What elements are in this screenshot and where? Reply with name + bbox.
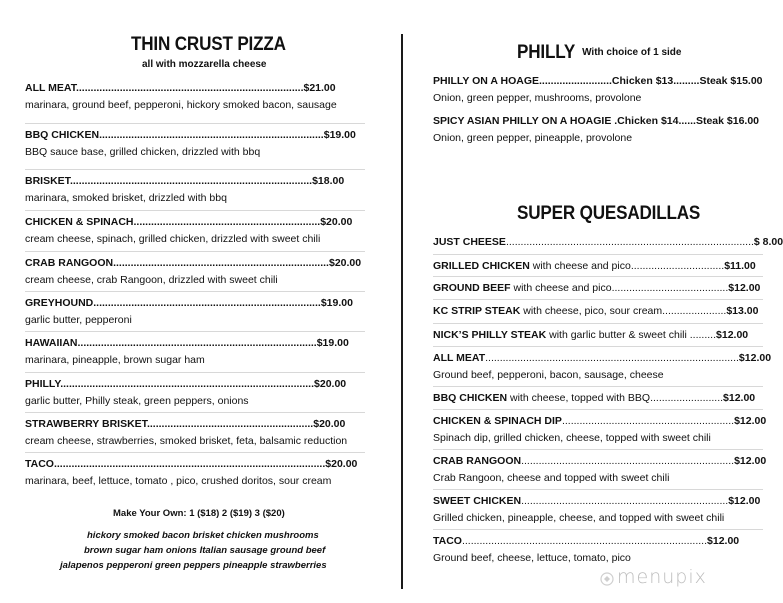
item-name: KC STRIP STEAK [433,305,521,317]
make-your-own: Make Your Own: 1 ($18) 2 ($19) 3 ($20) [113,508,285,519]
pizza-item [25,417,347,449]
pizza-item [25,256,361,288]
pizza-item [25,377,346,409]
item-description: Ground beef, cheese, lettuce, tomato, pico [433,552,631,564]
item-dots: .............................................................. [139,216,321,228]
item-detail: with cheese, topped with BBQ [507,392,651,404]
philly-subtitle: With choice of 1 side [582,47,682,58]
item-separator [25,452,365,453]
item-separator [433,323,763,324]
item-dots: ................................................................................... [69,175,313,187]
item-name: PHILLY ON A HOAGE [433,75,539,87]
item-name: CHICKEN & SPINACH.. [25,216,140,228]
item-name: SPICY ASIAN PHILLY ON A HOAGIE [433,115,612,127]
item-dots: ................................ [630,260,725,272]
item-description: marinara, smoked brisket, drizzled with bbq [25,192,227,204]
watermark: menupix [617,566,707,588]
item-dots: .............................................................................. [93,297,321,309]
item-detail: with cheese and pico [510,282,612,294]
quesadilla-item [433,454,766,486]
toppings-line-1: hickory smoked bacon brisket chicken mushrooms [87,530,319,541]
pizza-item [25,81,337,113]
item-separator [25,331,365,332]
item-separator [25,251,365,252]
item-price: $12.00 [734,455,767,467]
item-separator [433,254,763,255]
item-name: GROUND BEEF [433,282,511,294]
item-dots: ......................................................... [146,418,314,430]
item-description: BBQ sauce base, grilled chicken, drizzled with bbq [25,146,261,158]
item-description: cream cheese, crab Rangoon, drizzled with sweet chili [25,274,278,286]
item-description: Onion, green pepper, mushrooms, provolone [433,92,642,104]
pizza-item [25,457,357,489]
item-price: $13.00 [726,305,759,317]
quesadilla-item [433,259,756,273]
item-dots: ...................... [662,305,727,317]
item-name: TACO [25,458,54,470]
item-name: BRISKET [25,175,70,187]
item-price: $20.00 [320,216,353,228]
item-price: $ 8.00 [753,236,783,248]
quesadilla-item [433,235,783,249]
quesadilla-item [433,534,739,566]
item-separator [25,123,365,124]
pizza-item [25,336,349,368]
item-description: cream cheese, spinach, grilled chicken, drizzled with sweet chili [25,233,321,245]
quesadilla-item [433,328,748,342]
item-dots: ......................................................................... [521,455,735,467]
item-description: marinara, ground beef, pepperoni, hickory smoked bacon, sausage [25,99,337,111]
item-description: Onion, green pepper, pineapple, provolone [433,132,633,144]
item-dots: .................................................................................. [77,337,317,349]
pizza-item [25,174,344,206]
item-separator [433,409,763,410]
item-separator [433,489,763,490]
item-description: garlic butter, Philly steak, green peppers, onions [25,395,249,407]
item-name: STRAWBERRY BRISKET [25,418,147,430]
item-dots: .............................................................................. [75,82,304,94]
item-name: CRAB RANGOON [433,455,522,467]
toppings-line-3: jalapenos pepperoni green peppers pineapple strawberries [60,560,327,571]
item-description: cream cheese, strawberries, smoked brisket, feta, balsamic reduction [25,435,348,447]
item-dots: .......................................................................... [113,257,329,269]
quesadillas-title: SUPER QUESADILLAS [517,203,701,224]
item-price: $12.00 [738,352,772,364]
item-separator [433,449,763,450]
item-price: $19.00 [320,297,353,309]
item-separator [433,529,763,530]
item-dots: ........................................................... [561,415,735,427]
pizza-item [25,215,352,247]
item-price: $20.00 [325,458,358,470]
pizza-item [25,296,353,328]
toppings-line-2: brown sugar ham onions Italian sausage ground beef [84,545,326,556]
item-separator [25,210,365,211]
quesadilla-item [433,281,760,295]
quesadilla-item [433,304,758,318]
item-name: PHILLY [25,378,61,390]
item-name: GRILLED CHICKEN [433,260,530,272]
item-name: CHICKEN & SPINACH DIP [433,415,562,427]
item-dots: ..................................................................................... [505,236,754,248]
item-description: garlic butter, pepperoni [25,314,132,326]
item-name: ALL MEAT [25,82,76,94]
item-separator [25,291,365,292]
item-price: $20.00 [314,378,347,390]
item-description: Ground beef, pepperoni, bacon, sausage, cheese [433,369,664,381]
item-name: BBQ CHICKEN [433,392,508,404]
quesadilla-item [433,494,760,526]
item-separator [433,299,763,300]
item-separator [433,276,763,277]
item-description: Grilled chicken, pineapple, cheese, and topped with sweet chili [433,512,725,524]
quesadilla-item [433,391,755,405]
item-dots: ......... [689,329,717,341]
item-name: JUST CHEESE [433,236,506,248]
item-name: HAWAIIAN [25,337,78,349]
item-name: CRAB RANGOON [25,257,114,269]
item-detail: with cheese and pico [529,260,631,272]
pizza-item [25,128,356,160]
philly-title: PHILLY [517,42,576,63]
item-name: GREYHOUND [25,297,94,309]
item-name: BBQ CHICKEN [25,129,100,141]
item-detail: with cheese, pico, sour cream [520,305,663,317]
column-divider [401,34,403,589]
item-dots: ......................... [650,392,724,404]
item-name: NICK’S PHILLY STEAK [433,329,547,341]
quesadilla-item [433,414,766,446]
item-price: $19.00 [316,337,349,349]
item-price: $12.00 [728,282,761,294]
item-separator [25,372,365,373]
item-name: SWEET CHICKEN [433,495,522,507]
item-price: $11.00 [724,260,756,272]
item-price: $12.00 [707,535,740,547]
item-dots: ....................................................................... [521,495,729,507]
philly-item [433,74,763,106]
watermark-icon [600,572,614,586]
item-price: $21.00 [303,82,336,94]
item-prices: .Chicken $14......Steak $16.00 [611,115,760,127]
item-price: $18.00 [312,175,345,187]
item-description: marinara, beef, lettuce, tomato , pico, crushed doritos, sour cream [25,475,332,487]
item-price: $20.00 [313,418,346,430]
item-price: $12.00 [734,415,767,427]
item-price: $12.00 [723,392,756,404]
item-dots: ........................................ [611,282,729,294]
item-separator [25,412,365,413]
item-price: $12.00 [728,495,761,507]
philly-heading [517,42,685,64]
item-price: $19.00 [323,129,356,141]
item-dots: .................................................................................... [461,535,708,547]
item-dots: ....................................................................................... [60,378,315,390]
pizza-subtitle: all with mozzarella cheese [142,59,267,70]
item-description: marinara, pineapple, brown sugar ham [25,354,205,366]
item-description: Spinach dip, grilled chicken, cheese, topped with sweet chili [433,432,711,444]
item-price: $20.00 [328,257,362,269]
item-dots: ............................................................................................. [53,458,326,470]
item-prices: .........................Chicken $13.........Steak $15.00 [539,75,763,87]
quesadilla-item [433,351,771,383]
item-description: Crab Rangoon, cheese and topped with sweet chili [433,472,670,484]
philly-item [433,114,759,146]
item-separator [25,169,365,170]
pizza-title: THIN CRUST PIZZA [131,34,286,55]
item-separator [433,346,763,347]
item-price: $12.00 [716,329,749,341]
item-name: ALL MEAT [433,352,486,364]
item-detail: with garlic butter & sweet chili [546,329,690,341]
item-dots: ............................................................................. [99,129,324,141]
item-separator [433,386,763,387]
item-dots: ....................................................................................... [485,352,739,364]
item-name: TACO [433,535,462,547]
